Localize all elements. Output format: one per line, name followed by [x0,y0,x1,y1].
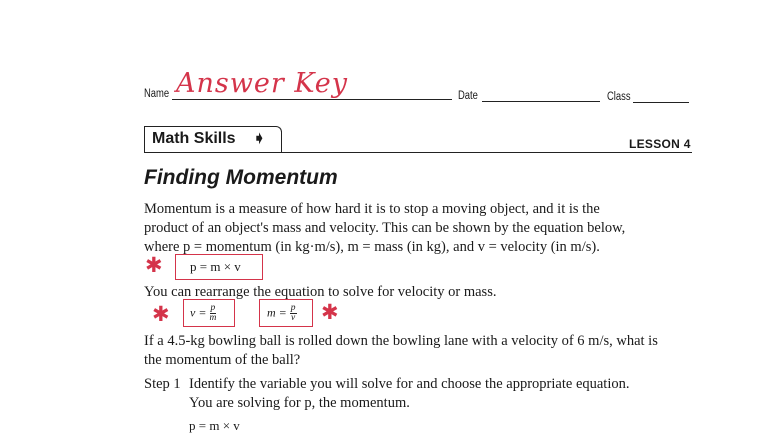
intro-paragraph [144,200,692,257]
momentum-equation-box [175,254,263,280]
mass-fraction [290,304,297,323]
problem-line-2: the momentum of the ball? [144,352,301,368]
intro-line-3: where p = momentum (in kg·m/s), m = mass (in kg), and v = velocity (in m/s). [144,239,600,255]
section-title: Finding Momentum [144,166,338,189]
problem-statement [144,332,692,370]
name-label: Name [144,88,170,100]
name-handwriting: Answer Key [176,68,348,99]
class-label: Class [607,91,631,103]
step-1-text [189,375,689,413]
date-label: Date [458,90,478,102]
name-line [172,99,452,100]
asterisk-icon: ✱ [321,300,339,324]
velocity-lhs: v = [190,305,207,320]
intro-line-1: Momentum is a measure of how hard it is to stop a moving object, and it is the [144,201,600,217]
class-line [633,102,689,103]
intro-line-2: product of an object's mass and velocity. This can be shown by the equation below, [144,220,626,236]
step-1-line-1: Identify the variable you will solve for and choose the appropriate equation. [189,376,630,392]
asterisk-icon: ✱ [152,302,170,326]
arrow-bullet-icon: ➧ [253,130,266,147]
step-1-equation: p = m × v [189,418,240,433]
mass-equation-box [259,299,313,327]
step-1-label: Step 1 [144,376,181,392]
velocity-denominator: m [209,313,217,323]
velocity-numerator: p [210,303,216,313]
rearrange-text: You can rearrange the equation to solve for velocity or mass. [144,284,497,300]
velocity-fraction [209,304,216,323]
mass-equation [267,304,297,323]
math-skills-tab [144,126,282,153]
momentum-equation: p = m × v [190,259,241,274]
date-line [482,101,600,102]
lesson-label: LESSON 4 [629,137,691,151]
mass-lhs: m = [267,305,287,320]
asterisk-icon: ✱ [145,253,163,277]
velocity-equation [190,304,216,323]
math-skills-title: Math Skills [152,130,236,147]
velocity-equation-box [183,299,235,327]
mass-numerator: p [290,303,296,313]
banner-rule [144,152,692,153]
step-1-line-2: You are solving for p, the momentum. [189,395,410,411]
mass-denominator: v [291,313,296,323]
problem-line-1: If a 4.5-kg bowling ball is rolled down the bowling lane with a velocity of 6 m/s, what is [144,333,658,349]
